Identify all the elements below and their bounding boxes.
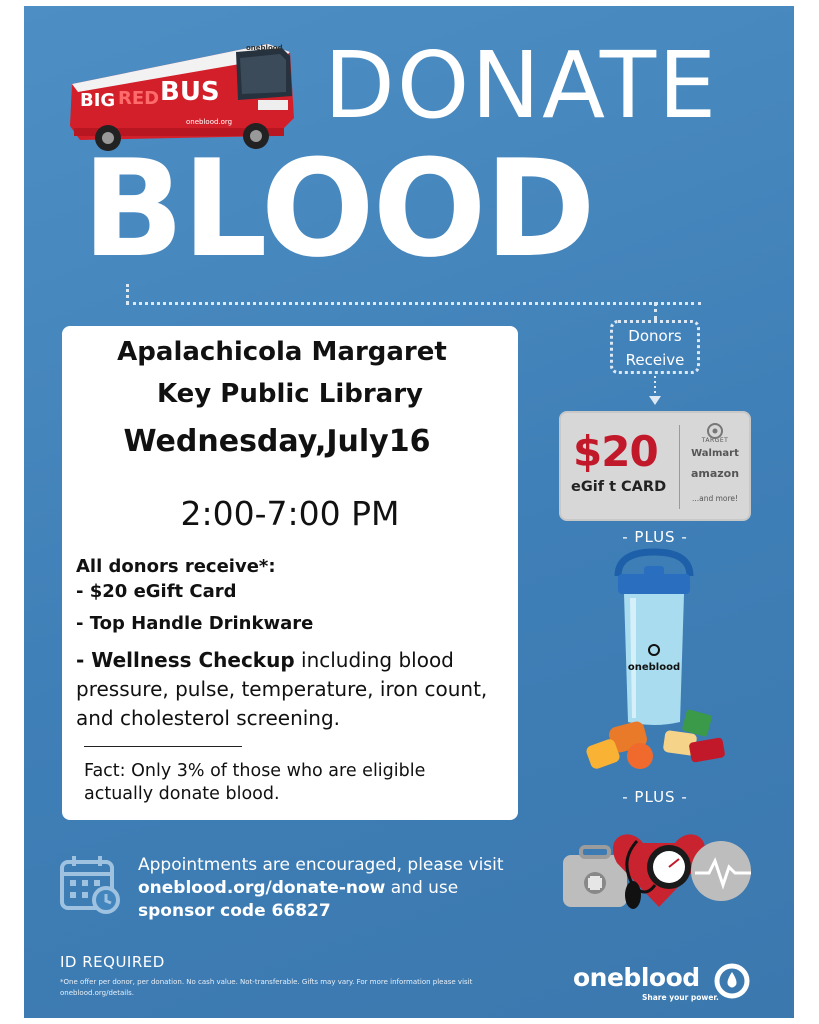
location-line-1: Apalachicola Margaret bbox=[117, 337, 447, 367]
fact-divider bbox=[84, 746, 242, 747]
tumbler-image bbox=[574, 546, 734, 786]
retailer-amazon: amazon bbox=[690, 467, 740, 480]
dotted-connector-left bbox=[126, 284, 129, 304]
event-info-card bbox=[62, 326, 518, 820]
gift-card-divider bbox=[679, 425, 680, 509]
donors-receive-line2: Receive bbox=[625, 351, 685, 369]
perk-wellness bbox=[76, 646, 506, 733]
appointments-text bbox=[138, 854, 518, 923]
perk-gift-card: - $20 eGift Card bbox=[76, 581, 237, 602]
bus-brand-big: BIG bbox=[80, 90, 116, 111]
dotted-connector bbox=[126, 302, 701, 305]
location-line-2: Key Public Library bbox=[156, 379, 424, 409]
event-date: Wednesday,July16 bbox=[123, 424, 431, 459]
retailer-target: TARGET bbox=[701, 437, 729, 444]
perks-heading: All donors receive*: bbox=[76, 556, 276, 577]
donors-receive-label bbox=[610, 324, 700, 372]
perk-wellness-title: - Wellness Checkup bbox=[76, 648, 295, 672]
gift-card-amount: $20 bbox=[573, 427, 658, 476]
retailer-walmart: Walmart bbox=[691, 448, 739, 459]
sponsor-code: sponsor code 66827 bbox=[138, 901, 331, 921]
dotted-connector-right bbox=[654, 302, 657, 320]
fact-text: Fact: Only 3% of those who are eligible actually donate blood. bbox=[84, 761, 426, 804]
gift-card-label: eGif t CARD bbox=[571, 479, 667, 495]
id-required: ID REQUIRED bbox=[60, 953, 165, 971]
perk-wellness-detail: including blood pressure, pulse, temperature, iron count, and cholesterol screening. bbox=[76, 648, 488, 730]
retailer-more: ...and more! bbox=[691, 494, 739, 503]
oneblood-logo-text: oneblood bbox=[573, 963, 700, 992]
headline-blood: BLOOD bbox=[82, 131, 594, 287]
appointments-mid: and use bbox=[385, 878, 459, 898]
perk-drinkware: - Top Handle Drinkware bbox=[76, 613, 314, 634]
plus-label-2: - PLUS - bbox=[622, 788, 688, 806]
tumbler-brand: oneblood bbox=[627, 662, 681, 673]
bus-brand-bus: BUS bbox=[160, 77, 220, 107]
plus-label-1: - PLUS - bbox=[622, 528, 688, 546]
bus-side-url: oneblood.org bbox=[186, 118, 233, 126]
gift-card-retailers bbox=[683, 421, 747, 503]
bus-roof-logo: oneblood bbox=[246, 44, 283, 52]
arrow-down-icon bbox=[648, 376, 662, 406]
poster bbox=[24, 6, 794, 1018]
perks-list bbox=[76, 556, 506, 733]
donors-receive-line1: Donors bbox=[628, 327, 682, 345]
calendar-clock-icon bbox=[58, 852, 122, 916]
bus-brand-red: RED bbox=[118, 88, 160, 109]
oneblood-drop-icon bbox=[714, 963, 750, 999]
appointments-pre: Appointments are encouraged, please visit bbox=[138, 855, 504, 875]
fine-print: *One offer per donor, per donation. No cash value. Not-transferable. Gifts may vary. For more information please visit oneblood.org/details. bbox=[60, 978, 473, 997]
target-logo-icon bbox=[707, 423, 723, 439]
gift-card-image bbox=[559, 411, 751, 521]
oneblood-tagline: Share your power. bbox=[642, 993, 719, 1002]
wellness-checkup-icons bbox=[559, 821, 754, 921]
headline-donate: DONATE bbox=[324, 32, 719, 139]
event-time: 2:00-7:00 PM bbox=[180, 494, 400, 533]
donate-now-link[interactable]: oneblood.org/donate-now bbox=[138, 878, 386, 898]
